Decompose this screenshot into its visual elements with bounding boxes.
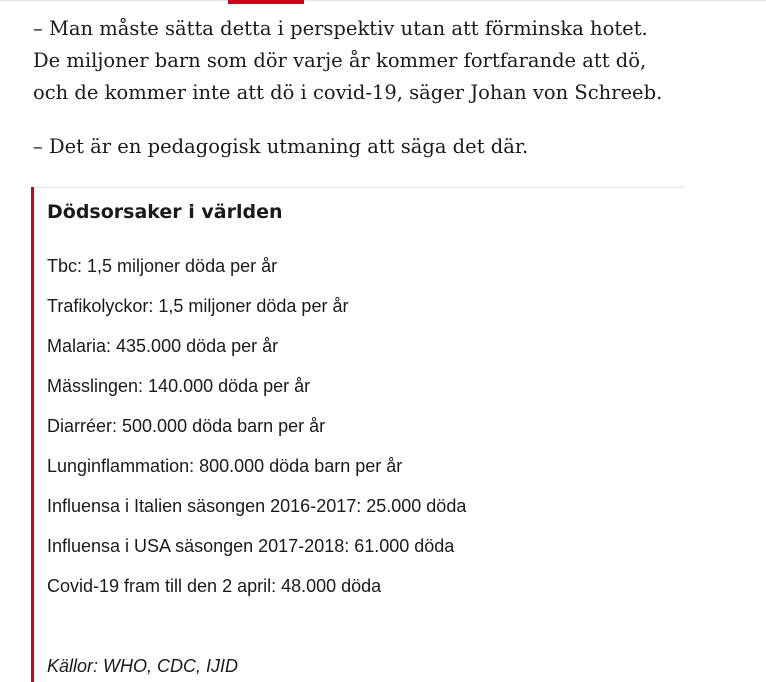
fact-item: Influensa i Italien säsongen 2016-2017: 25.000 döda bbox=[47, 496, 467, 516]
factbox-title: Dödsorsaker i världen bbox=[47, 201, 283, 223]
article-paragraph: – Det är en pedagogisk utmaning att säga det där. bbox=[33, 135, 529, 158]
fact-list bbox=[47, 255, 466, 615]
top-divider bbox=[0, 0, 766, 1]
factbox-divider bbox=[34, 187, 684, 188]
factbox-source: Källor: WHO, CDC, IJID bbox=[47, 656, 239, 676]
article-paragraph: – Man måste sätta detta i perspektiv utan att förminska hotet. De miljoner barn som dör varje år kommer fortfarande att dö, och de kommer inte att dö i covid-19, säger Johan von Schreeb. bbox=[33, 17, 663, 104]
factbox bbox=[31, 187, 684, 682]
fact-item: Tbc: 1,5 miljoner döda per år bbox=[47, 256, 278, 276]
fact-item: Diarréer: 500.000 döda barn per år bbox=[47, 416, 326, 436]
top-accent-bar bbox=[228, 0, 304, 4]
article-body bbox=[33, 13, 733, 163]
fact-item: Trafikolyckor: 1,5 miljoner döda per år bbox=[47, 296, 349, 316]
fact-item: Covid-19 fram till den 2 april: 48.000 döda bbox=[47, 576, 382, 596]
fact-item: Mässlingen: 140.000 döda per år bbox=[47, 376, 311, 396]
fact-item: Lunginflammation: 800.000 döda barn per år bbox=[47, 456, 403, 476]
fact-item: Influensa i USA säsongen 2017-2018: 61.000 döda bbox=[47, 536, 455, 556]
fact-item: Malaria: 435.000 döda per år bbox=[47, 336, 279, 356]
